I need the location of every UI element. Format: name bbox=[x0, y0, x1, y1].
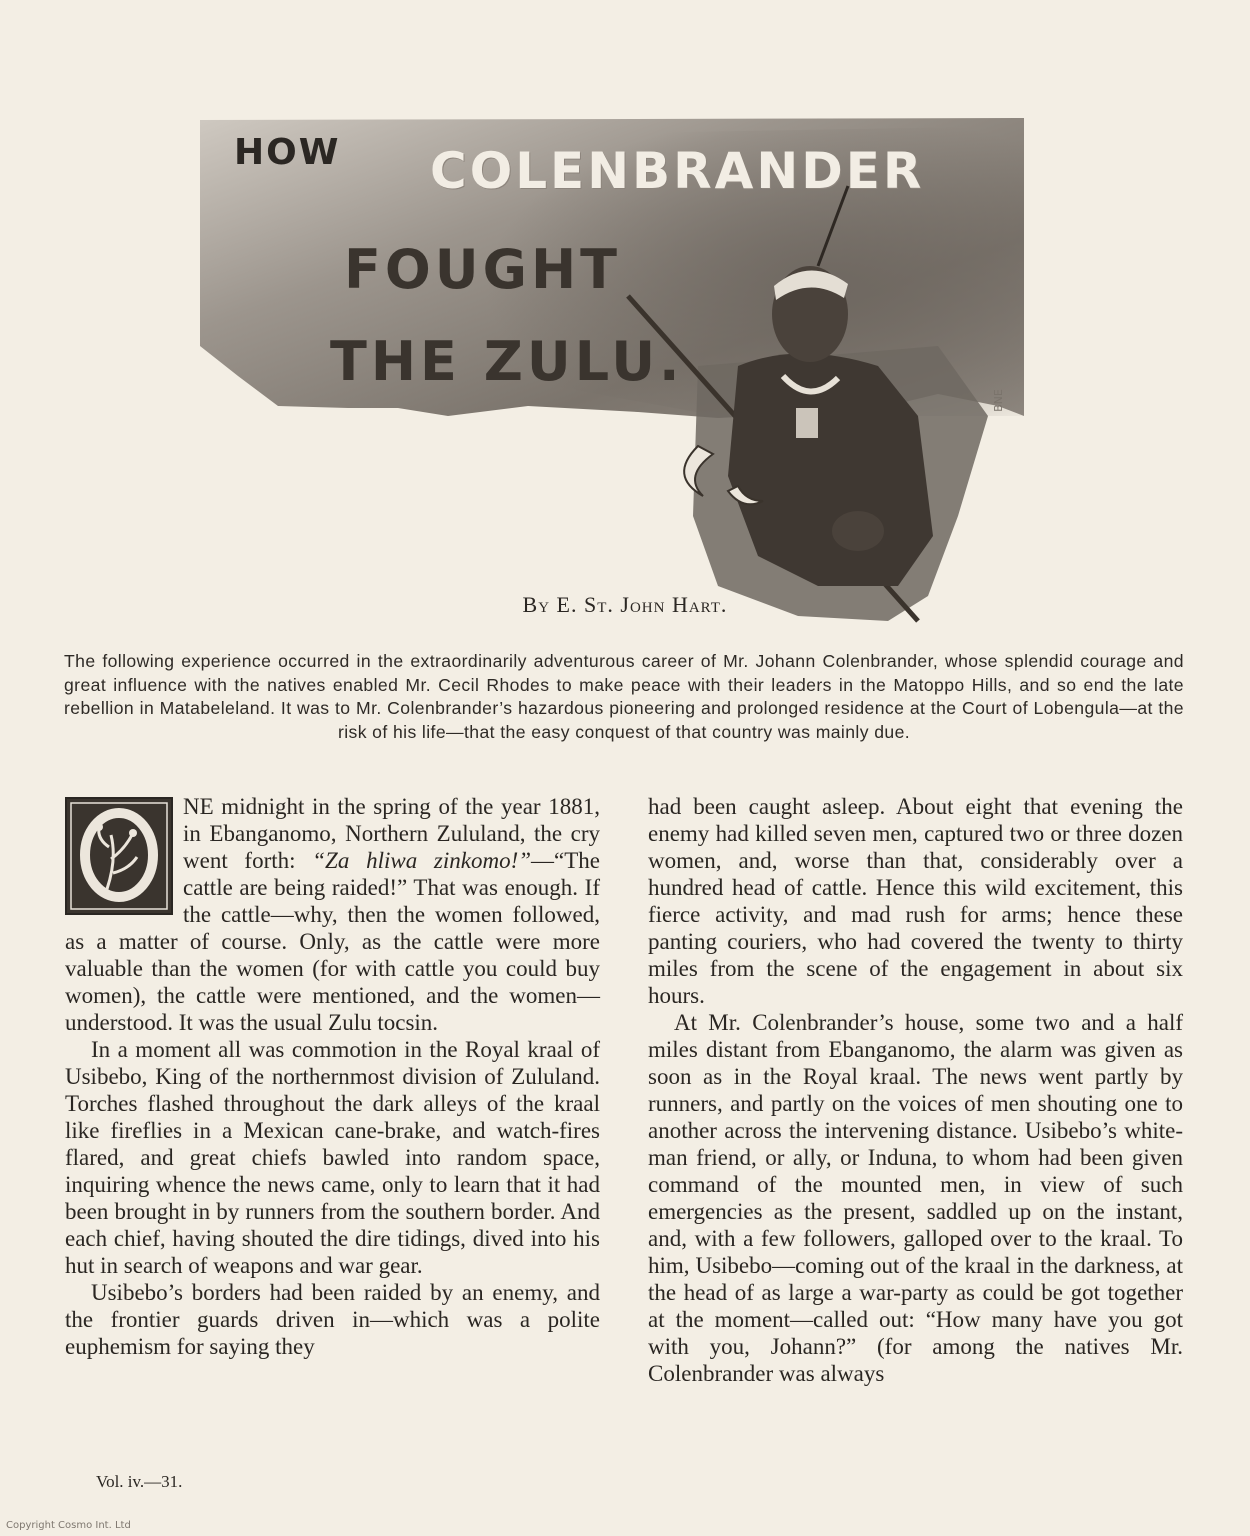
title-the-zulu: THE ZULU. bbox=[330, 330, 684, 393]
left-column bbox=[65, 793, 600, 1360]
zulu-cry: “Za hliwa zinkomo!” bbox=[312, 848, 532, 873]
paragraph-4: had been caught asleep. About eight that evening the enemy had killed seven men, captured two or three dozen women, and, worse than that, considerably over a hundred head of cattle. Hence this wild excitement, this fierce activity, and mad rush for arms; hence these panting couriers, who had covered the twenty to thirty miles from the scene of the engagement in about six hours. bbox=[648, 794, 1183, 1008]
copyright-watermark: Copyright Cosmo Int. Ltd bbox=[6, 1520, 131, 1531]
paragraph-1-rest: —“The cattle are being raided!” That was enough. If the cattle—why, then the women followed, as a matter of course. Only, as the cattle were more valuable than the women (for with cattle you could buy women), the cattle were mentioned, and the women—understood. It was the usual Zulu tocsin. bbox=[65, 848, 600, 1035]
title-fought: FOUGHT bbox=[344, 238, 621, 301]
paragraph-5: At Mr. Colenbrander’s house, some two and a half miles distant from Ebanganomo, the alarm was given as soon as in the Royal kraal. The news went partly by runners, and partly on the voices of men shouting one to another across the intervening distance. Usibebo’s white-man friend, or ally, or Induna, to whom had been given command of the mounted men, in view of such emergencies as the present, saddled up on the instant, and, with a few followers, galloped over to the kraal. To him, Usibebo—coming out of the kraal in the darkness, at the head of as large a war-party as could be got together at the moment—called out: “How many have you got with you, Johann?” (for among the natives Mr. Colenbrander was always bbox=[648, 1010, 1183, 1386]
volume-folio: Vol. iv.—31. bbox=[96, 1472, 183, 1491]
intro-paragraph: The following experience occurred in the extraordinarily adventurous career of Mr. Johann Colenbrander, whose splendid courage and great influence with the natives enabled Mr. Cecil Rhodes to make peace with their leaders in the Matoppo Hills, and so end the late rebellion in Matabeleland. It was to Mr. Colenbrander’s hazardous pioneering and prolonged residence at the Court of Lobengula—at the risk of his life—that the easy conquest of that country was mainly due. bbox=[64, 651, 1184, 742]
dropcap-o-icon bbox=[65, 797, 173, 915]
title-illustration bbox=[198, 116, 1028, 626]
title-colenbrander: COLENBRANDER bbox=[430, 142, 925, 200]
paragraph-2: In a moment all was commotion in the Royal kraal of Usibebo, King of the northernmost division of Zululand. Torches flashed throughout the dark alleys of the kraal like fireflies in a Mexican cane-brake, and watch-fires flared, and great chiefs bawled into random space, inquiring whence the news came, only to learn that it had been brought in by runners from the southern border. And each chief, having shouted the dire tidings, dived into his hut in search of weapons and war gear. bbox=[65, 1037, 600, 1278]
artist-initials: BNE bbox=[991, 389, 1005, 412]
byline: By E. St. John Hart. bbox=[522, 592, 728, 617]
paragraph-3: Usibebo’s borders had been raided by an enemy, and the frontier guards driven in—which was a polite euphemism for saying they bbox=[65, 1280, 600, 1359]
right-column bbox=[648, 793, 1183, 1387]
title-how: HOW bbox=[234, 132, 341, 173]
paragraph-1-start: NE midnight in the spring of the year 1881, in Ebanganomo, Northern Zululand, the cry went forth: bbox=[183, 794, 600, 873]
